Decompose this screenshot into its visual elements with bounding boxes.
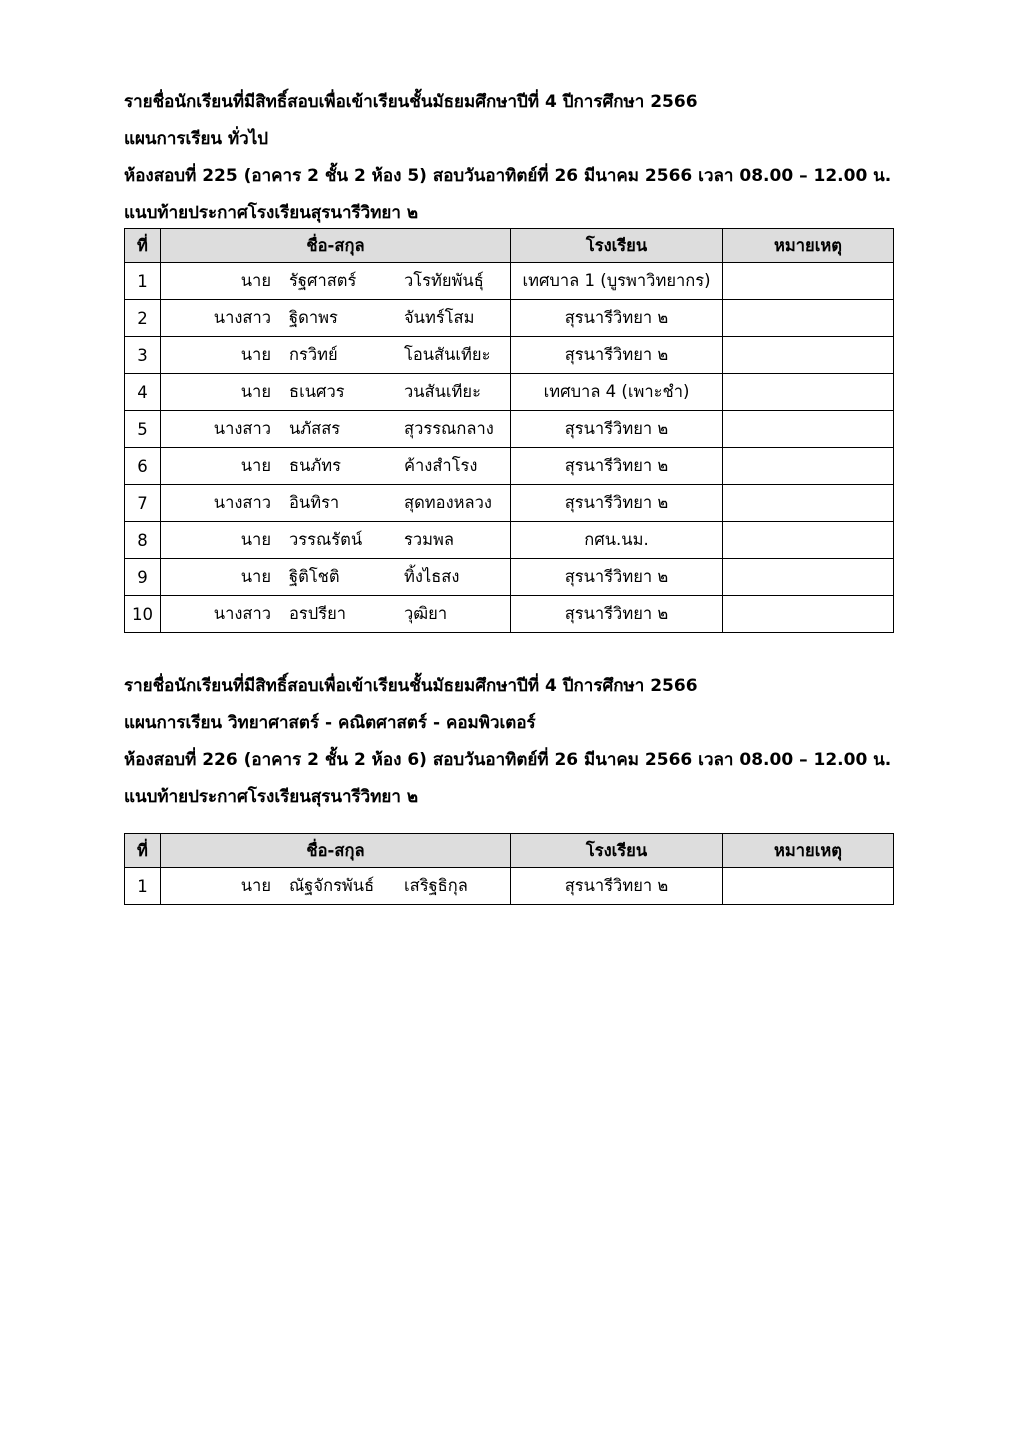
- name-prefix: นางสาว: [213, 419, 271, 438]
- student-name-cell: [161, 411, 511, 448]
- school-name: กศน.นม.: [511, 522, 723, 559]
- student-name-cell: [161, 522, 511, 559]
- note-cell: [723, 559, 894, 596]
- school-name: สุรนารีวิทยา ๒: [511, 596, 723, 633]
- name-prefix: นาย: [240, 456, 271, 475]
- table-row: [125, 448, 894, 485]
- column-header-school: โรงเรียน: [511, 229, 723, 263]
- note-cell: [723, 337, 894, 374]
- last-name: วุฒิยา: [404, 604, 448, 623]
- note-cell: [723, 485, 894, 522]
- first-name: ธนภัทร: [289, 456, 341, 475]
- heading-exam-room: ห้องสอบที่ 226 (อาคาร 2 ชั้น 2 ห้อง 6) สอบวันอาทิตย์ที่ 26 มีนาคม 2566 เวลา 08.00 – 12.00 น.: [124, 750, 892, 770]
- section-2-table: [124, 833, 894, 905]
- first-name: ฐิติโชติ: [289, 567, 340, 586]
- name-prefix: นางสาว: [213, 493, 271, 512]
- note-cell: [723, 448, 894, 485]
- row-number: 6: [125, 448, 161, 485]
- note-cell: [723, 868, 894, 905]
- column-header-number: ที่: [125, 834, 161, 868]
- first-name: วรรณรัตน์: [289, 530, 363, 549]
- note-cell: [723, 374, 894, 411]
- first-name: ธเนศวร: [289, 382, 345, 401]
- row-number: 3: [125, 337, 161, 374]
- first-name: ฐิดาพร: [289, 308, 338, 327]
- row-number: 2: [125, 300, 161, 337]
- name-prefix: นางสาว: [213, 604, 271, 623]
- school-name: สุรนารีวิทยา ๒: [511, 411, 723, 448]
- student-name-cell: [161, 559, 511, 596]
- heading-attachment: แนบท้ายประกาศโรงเรียนสุรนารีวิทยา ๒: [124, 787, 419, 807]
- heading-title: รายชื่อนักเรียนที่มีสิทธิ์สอบเพื่อเข้าเรียนชั้นมัธยมศึกษาปีที่ 4 ปีการศึกษา 2566: [124, 676, 698, 696]
- first-name: อรปรียา: [289, 604, 347, 623]
- table-row: [125, 522, 894, 559]
- row-number: 9: [125, 559, 161, 596]
- row-number: 8: [125, 522, 161, 559]
- school-name: สุรนารีวิทยา ๒: [511, 868, 723, 905]
- last-name: เสริฐธิกุล: [404, 876, 468, 895]
- student-name-cell: [161, 263, 511, 300]
- school-name: เทศบาล 1 (บูรพาวิทยากร): [511, 263, 723, 300]
- section-2-heading: [124, 668, 924, 816]
- note-cell: [723, 411, 894, 448]
- last-name: โอนสันเทียะ: [404, 345, 491, 364]
- column-header-number: ที่: [125, 229, 161, 263]
- note-cell: [723, 263, 894, 300]
- note-cell: [723, 596, 894, 633]
- name-prefix: นาย: [240, 530, 271, 549]
- school-name: สุรนารีวิทยา ๒: [511, 448, 723, 485]
- row-number: 4: [125, 374, 161, 411]
- name-prefix: นาย: [240, 271, 271, 290]
- school-name: เทศบาล 4 (เพาะชำ): [511, 374, 723, 411]
- table-row: [125, 411, 894, 448]
- row-number: 7: [125, 485, 161, 522]
- name-prefix: นาย: [240, 567, 271, 586]
- heading-program: แผนการเรียน ทั่วไป: [124, 129, 269, 149]
- table-row: [125, 374, 894, 411]
- first-name: อินทิรา: [289, 493, 340, 512]
- first-name: รัฐศาสตร์: [289, 271, 357, 290]
- row-number: 5: [125, 411, 161, 448]
- row-number: 1: [125, 263, 161, 300]
- last-name: วนสันเทียะ: [404, 382, 481, 401]
- student-name-cell: [161, 300, 511, 337]
- table-header-row: [125, 229, 894, 263]
- name-prefix: นาย: [240, 382, 271, 401]
- heading-title: รายชื่อนักเรียนที่มีสิทธิ์สอบเพื่อเข้าเรียนชั้นมัธยมศึกษาปีที่ 4 ปีการศึกษา 2566: [124, 92, 698, 112]
- section-1-table: [124, 228, 894, 633]
- heading-attachment: แนบท้ายประกาศโรงเรียนสุรนารีวิทยา ๒: [124, 203, 419, 223]
- last-name: รวมพล: [404, 530, 454, 549]
- last-name: สุวรรณกลาง: [404, 419, 494, 438]
- row-number: 1: [125, 868, 161, 905]
- note-cell: [723, 522, 894, 559]
- table-row: [125, 559, 894, 596]
- student-name-cell: [161, 448, 511, 485]
- school-name: สุรนารีวิทยา ๒: [511, 337, 723, 374]
- last-name: ทิ้งไธสง: [404, 567, 460, 586]
- column-header-note: หมายเหตุ: [723, 229, 894, 263]
- last-name: วโรทัยพันธุ์: [404, 271, 484, 290]
- table-row: [125, 300, 894, 337]
- table-header-row: [125, 834, 894, 868]
- school-name: สุรนารีวิทยา ๒: [511, 485, 723, 522]
- table-row: [125, 337, 894, 374]
- school-name: สุรนารีวิทยา ๒: [511, 559, 723, 596]
- column-header-note: หมายเหตุ: [723, 834, 894, 868]
- heading-exam-room: ห้องสอบที่ 225 (อาคาร 2 ชั้น 2 ห้อง 5) สอบวันอาทิตย์ที่ 26 มีนาคม 2566 เวลา 08.00 – 12.00 น.: [124, 166, 892, 186]
- name-prefix: นางสาว: [213, 308, 271, 327]
- name-prefix: นาย: [240, 345, 271, 364]
- column-header-name: ชื่อ-สกุล: [161, 229, 511, 263]
- column-header-name: ชื่อ-สกุล: [161, 834, 511, 868]
- heading-program: แผนการเรียน วิทยาศาสตร์ - คณิตศาสตร์ - คอมพิวเตอร์: [124, 713, 536, 733]
- table-row: [125, 868, 894, 905]
- note-cell: [723, 300, 894, 337]
- student-name-cell: [161, 337, 511, 374]
- first-name: ณัฐจักรพันธ์: [289, 876, 375, 895]
- student-name-cell: [161, 485, 511, 522]
- table-row: [125, 596, 894, 633]
- student-name-cell: [161, 868, 511, 905]
- name-prefix: นาย: [240, 876, 271, 895]
- table-row: [125, 485, 894, 522]
- school-name: สุรนารีวิทยา ๒: [511, 300, 723, 337]
- column-header-school: โรงเรียน: [511, 834, 723, 868]
- first-name: นภัสสร: [289, 419, 341, 438]
- section-1-heading: [124, 84, 924, 232]
- row-number: 10: [125, 596, 161, 633]
- last-name: ค้างสำโรง: [404, 456, 478, 475]
- table-row: [125, 263, 894, 300]
- last-name: สุดทองหลวง: [404, 493, 492, 512]
- student-name-cell: [161, 596, 511, 633]
- first-name: กรวิทย์: [289, 345, 338, 364]
- last-name: จันทร์โสม: [404, 308, 475, 327]
- student-name-cell: [161, 374, 511, 411]
